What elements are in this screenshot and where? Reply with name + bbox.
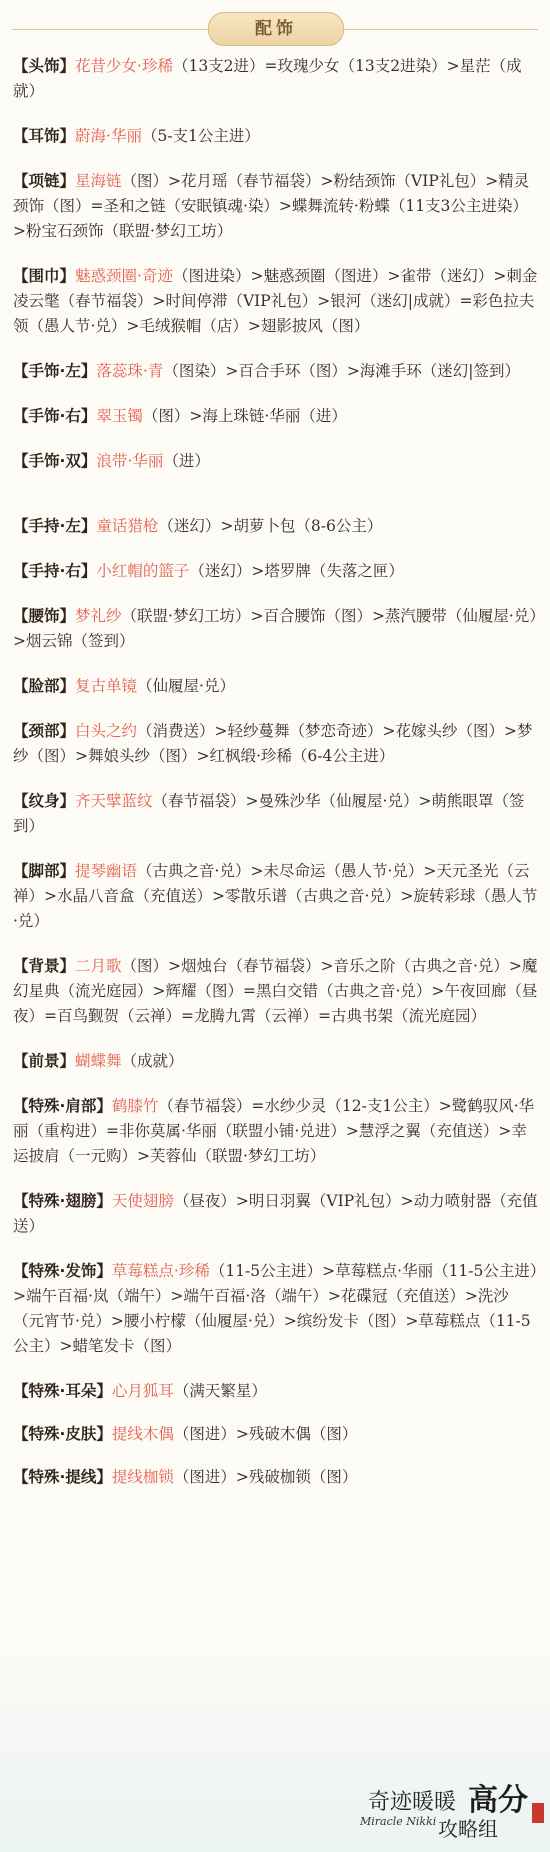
top-pick: 小红帽的篮子: [96, 562, 190, 580]
top-pick: 星海链: [75, 172, 122, 190]
category-label: 【颈部】: [13, 722, 76, 740]
accessory-entry: [13, 1422, 538, 1447]
alternatives: （图进）>残破枷锁（图）: [173, 1468, 358, 1486]
alternatives: （春节福袋）>曼殊沙华（仙履屋·兑）>萌熊眼罩（签到）: [13, 792, 525, 835]
top-pick: 天使翅膀: [111, 1192, 174, 1210]
section-title: 配饰: [208, 12, 344, 46]
accessory-entry: [13, 1379, 538, 1404]
alternatives: （迷幻）>胡萝卜包（8-6公主）: [158, 517, 383, 535]
category-label: 【腰饰】: [13, 607, 76, 625]
top-pick: 齐天擘蓝纹: [75, 792, 153, 810]
divider-left: [12, 29, 208, 30]
accessory-entry: [13, 1259, 538, 1359]
category-label: 【手饰·双】: [13, 452, 97, 470]
accessory-list: [13, 54, 538, 1490]
top-pick: 提琴幽语: [75, 862, 138, 880]
top-pick: 童话猎枪: [96, 517, 159, 535]
logo-subtitle: 攻略组: [438, 1817, 498, 1841]
top-pick: 心月狐耳: [111, 1382, 174, 1400]
category-label: 【特殊·耳朵】: [13, 1382, 112, 1400]
alternatives: （11-5公主进）>草莓糕点·华丽（11-5公主进）>端午百福·岚（端午）>端午百福·洛（端午）>花碟冠（充值送）>洗沙（元宵节·兑）>腰小柠檬（仙履屋·兑）>缤纷发卡（图）>草莓糕点（11-5公主）>蜡笔发卡（图）: [13, 1262, 538, 1355]
logo-big: 高分: [468, 1783, 528, 1818]
top-pick: 二月歌: [75, 957, 122, 975]
category-label: 【特殊·提线】: [13, 1468, 112, 1486]
category-label: 【背景】: [13, 957, 76, 975]
top-pick: 浪带·华丽: [96, 452, 164, 470]
alternatives: （春节福袋）=水纱少灵（12-支1公主）>鹭鹤驭风·华丽（重构进）=非你莫属·华丽（联盟小铺·兑进）>慧浮之翼（充值送）>幸运披肩（一元购）>芙蓉仙（联盟·梦幻工坊）: [13, 1097, 535, 1165]
top-pick: 魅惑颈圈·奇迹: [75, 267, 173, 285]
divider-right: [342, 29, 538, 30]
seal-stamp: [532, 1803, 544, 1823]
section-header: [0, 12, 550, 46]
logo-english: Miracle Nikki: [360, 1815, 437, 1828]
category-label: 【手饰·左】: [13, 362, 97, 380]
category-label: 【特殊·肩部】: [13, 1097, 112, 1115]
accessory-entry: [13, 514, 538, 539]
category-label: 【项链】: [13, 172, 76, 190]
category-label: 【手饰·右】: [13, 407, 97, 425]
category-label: 【手持·右】: [13, 562, 97, 580]
category-label: 【脚部】: [13, 862, 76, 880]
category-label: 【头饰】: [13, 57, 76, 75]
accessory-entry: [13, 404, 538, 429]
top-pick: 花昔少女·珍稀: [75, 57, 173, 75]
accessory-entry: [13, 1189, 538, 1239]
accessory-entry: [13, 1049, 538, 1074]
alternatives: （图）>海上珠链·华丽（进）: [142, 407, 347, 425]
top-pick: 翠玉镯: [96, 407, 143, 425]
accessory-entry: [13, 124, 538, 149]
alternatives: （进）: [163, 452, 210, 470]
alternatives: （图进）>残破木偶（图）: [173, 1425, 358, 1443]
accessory-entry: [13, 604, 538, 654]
category-label: 【围巾】: [13, 267, 76, 285]
category-label: 【纹身】: [13, 792, 76, 810]
alternatives: （图）>花月瑶（春节福袋）>粉结颈饰（VIP礼包）>精灵颈饰（图）=圣和之链（安眠镇魂·染）>蝶舞流转·粉蝶（11支3公主进染）>粉宝石颈饰（联盟·梦幻工坊）: [13, 172, 530, 240]
alternatives: （成就）: [121, 1052, 184, 1070]
accessory-entry: [13, 719, 538, 769]
category-label: 【前景】: [13, 1052, 76, 1070]
brand-logo: [360, 1785, 545, 1845]
top-pick: 白头之约: [75, 722, 138, 740]
category-label: 【手持·左】: [13, 517, 97, 535]
alternatives: （古典之音·兑）>未尽命运（愚人节·兑）>天元圣光（云禅）>水晶八音盒（充值送）>零散乐谱（古典之音·兑）>旋转彩球（愚人节·兑）: [13, 862, 538, 930]
category-label: 【特殊·发饰】: [13, 1262, 112, 1280]
accessory-entry: [13, 449, 538, 474]
accessory-entry: [13, 359, 538, 384]
accessory-entry: [13, 954, 538, 1029]
accessory-entry: [13, 1094, 538, 1169]
top-pick: 蔚海·华丽: [75, 127, 142, 145]
alternatives: （迷幻）>塔罗牌（失落之匣）: [189, 562, 404, 580]
accessory-entry: [13, 674, 538, 699]
accessory-entry: [13, 859, 538, 934]
alternatives: （消费送）>轻纱蔓舞（梦恋奇迹）>花嫁头纱（图）>梦纱（图）>舞娘头纱（图）>红枫缎·珍稀（6-4公主进）: [13, 722, 533, 765]
alternatives: （昼夜）>明日羽翼（VIP礼包）>动力喷射器（充值送）: [13, 1192, 538, 1235]
top-pick: 梦礼纱: [75, 607, 122, 625]
top-pick: 提线木偶: [111, 1425, 174, 1443]
top-pick: 草莓糕点·珍稀: [111, 1262, 210, 1280]
accessory-entry: [13, 559, 538, 584]
logo-title: 奇迹暖暖: [368, 1790, 457, 1815]
category-label: 【耳饰】: [13, 127, 76, 145]
top-pick: 提线枷锁: [111, 1468, 174, 1486]
top-pick: 复古单镜: [75, 677, 138, 695]
top-pick: 蝴蝶舞: [75, 1052, 122, 1070]
category-label: 【脸部】: [13, 677, 76, 695]
alternatives: （5-支1公主进）: [141, 127, 260, 145]
alternatives: （图）>烟烛台（春节福袋）>音乐之阶（古典之音·兑）>魔幻星典（流光庭园）>辉耀（图）=黑白交错（古典之音·兑）>午夜回廊（昼夜）=百鸟觐贺（云禅）=龙腾九霄（云禅）=古典书架（流光庭园）: [13, 957, 538, 1025]
accessory-entry: [13, 264, 538, 339]
alternatives: （满天繁星）: [173, 1382, 267, 1400]
accessory-entry: [13, 1465, 538, 1490]
alternatives: （图染）>百合手环（图）>海滩手环（迷幻|签到）: [163, 362, 521, 380]
top-pick: 鹤膝竹: [111, 1097, 159, 1115]
alternatives: （仙履屋·兑）: [137, 677, 235, 695]
alternatives: （13支2进）=玫瑰少女（13支2进染）>星茫（成就）: [13, 57, 522, 100]
accessory-entry: [13, 54, 538, 104]
alternatives: （联盟·梦幻工坊）>百合腰饰（图）>蒸汽腰带（仙履屋·兑）>烟云锦（签到）: [13, 607, 538, 650]
top-pick: 落蕊珠·青: [96, 362, 164, 380]
category-label: 【特殊·皮肤】: [13, 1425, 112, 1443]
alternatives: （图进染）>魅惑颈圈（图进）>雀带（迷幻）>刺金凌云氅（春节福袋）>时间停滞（VIP礼包）>银河（迷幻|成就）=彩色拉夫领（愚人节·兑）>毛绒猴帽（店）>翅影披风（图）: [13, 267, 538, 335]
accessory-entry: [13, 789, 538, 839]
accessory-entry: [13, 169, 538, 244]
category-label: 【特殊·翅膀】: [13, 1192, 112, 1210]
